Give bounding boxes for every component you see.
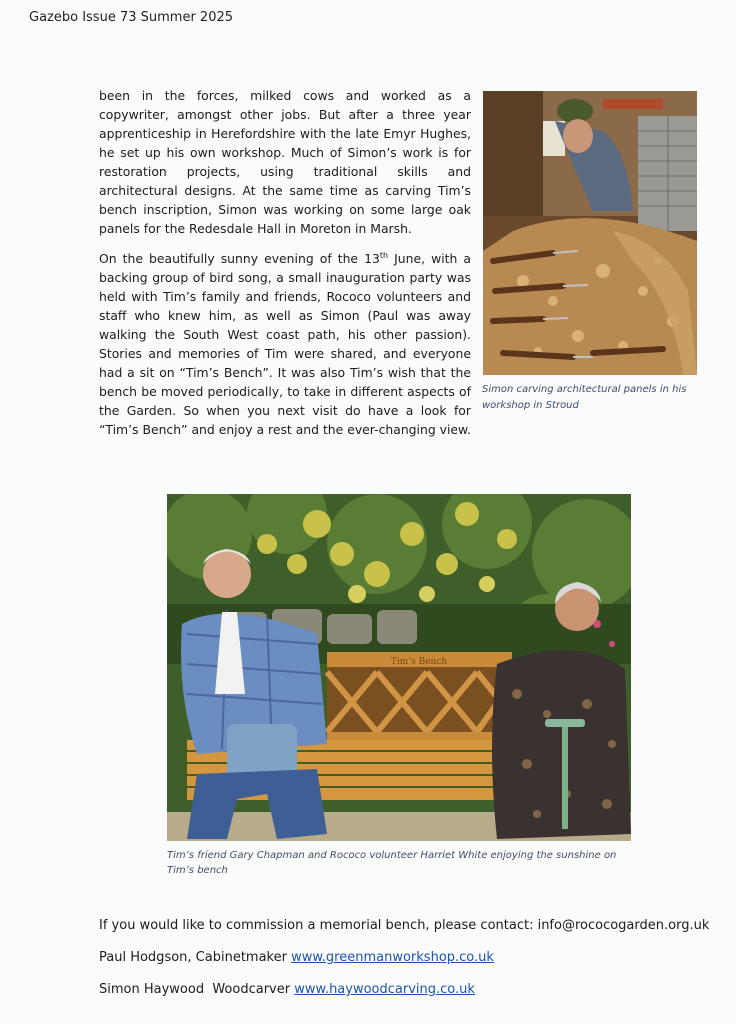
paragraph-2-start: On the beautifully sunny evening of the 13	[99, 251, 380, 267]
cabinetmaker-label: Paul Hodgson, Cabinetmaker	[99, 950, 292, 965]
bench-inscription: Tim’s Bench	[390, 657, 448, 667]
greenman-workshop-link[interactable]: www.greenmanworkshop.co.uk	[291, 950, 494, 965]
workshop-photo-caption: Simon carving architectural panels in his workshop in Stroud	[482, 384, 687, 411]
date-ordinal-suffix: th	[379, 251, 389, 260]
article-paragraph-1: been in the forces, milked cows and worked as a copywriter, amongst other jobs. But after a three year apprenticeship in Herefordshire with the late Emyr Hughes, he set up his own workshop. Much of Simon’s work is for restoration projects, using traditional skills and architectural designs. At the same time as carving Tim’s bench inscription, Simon was working on some large oak panels for the Redesdale Hall in Moreton in Marsh.	[99, 88, 471, 236]
woodcarver-label: Simon Haywood Woodcarver	[99, 982, 295, 997]
issue-header: Gazebo Issue 73 Summer 2025	[29, 10, 234, 25]
workshop-photo	[483, 91, 697, 375]
bench-photo	[167, 494, 631, 841]
article-paragraph-2	[99, 246, 471, 439]
workshop-illustration	[483, 91, 697, 375]
bench-photo-caption: Tim’s friend Gary Chapman and Rococo volunteer Harriet White enjoying the sunshine on Tim’s bench	[167, 850, 617, 876]
paragraph-2-rest: June, with a backing group of bird song, a small inauguration party was held with Tim’s family and friends, Rococo volunteers and staff who knew him, as well as Simon (Paul was away walking the South West coast path, his other passion). Stories and memories of Tim were shared, and everyone had a sit on “Tim’s Bench”. It was also Tim’s wish that the bench be moved periodically, to take in different aspects of the Garden. So when you next visit do have a look for “Tim’s Bench” and enjoy a rest and the ever-changing view.	[99, 251, 471, 438]
commission-contact-line: If you would like to commission a memorial bench, please contact: info@rococogarden.org.uk	[99, 918, 710, 933]
woodcarver-line	[99, 982, 475, 997]
cabinetmaker-line	[99, 950, 494, 965]
haywood-carving-link[interactable]: www.haywoodcarving.co.uk	[294, 982, 475, 997]
article-body	[99, 86, 471, 447]
bench-illustration	[167, 494, 631, 841]
